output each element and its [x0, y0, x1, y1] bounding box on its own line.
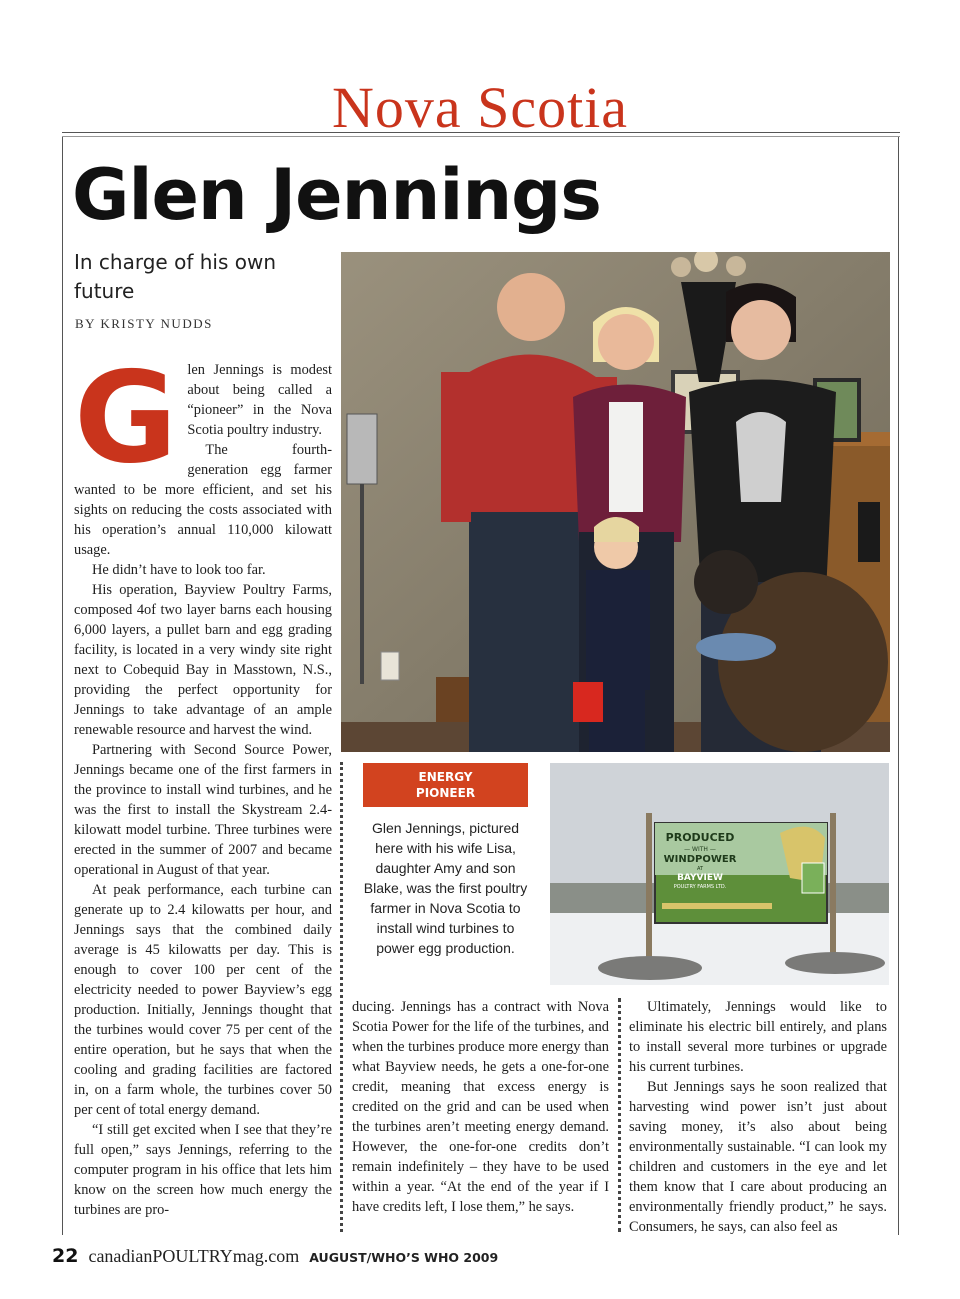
- body-paragraph: But Jennings says he soon realized that harvesting wind power isn’t just about saving money, it’s also about being environmentally sustainable. “I can look my children and customers in the eye and let them know that I care about producing an environmentally friendly product,” he says. Consumers, he says, can also feel as: [629, 1079, 887, 1235]
- body-paragraph: He didn’t have to look too far.: [92, 562, 266, 578]
- issue-label: AUGUST/WHO’S WHO 2009: [309, 1250, 499, 1265]
- drop-cap: G: [74, 344, 178, 491]
- body-paragraph: The fourth-generation egg farmer wanted to be more efficient, and set his sights on reducing the costs associated with his operation’s annual 110,000 kilowatt usage.: [74, 442, 332, 558]
- column-separator-2: [618, 998, 621, 1232]
- body-paragraph: His operation, Bayview Poultry Farms, composed 4of two layer barns each housing 6,000 layers, a pullet barn and egg grading facility, is located in a very windy site right next to Cobequid Bay in Masstown, N.S., providing the perfect opportunity for Jennings to take advantage of an ample renewable resource and harvest the wind.: [74, 582, 332, 738]
- article-column-1: [74, 344, 332, 1220]
- header-rule-secondary: [62, 136, 900, 137]
- article-column-3: [629, 997, 887, 1237]
- section-title: Nova Scotia: [331, 75, 629, 140]
- windpower-sign-illustration: [550, 763, 889, 985]
- photo-caption: Glen Jennings, pictured here with his wife Lisa, daughter Amy and son Blake, was the first poultry farmer in Nova Scotia to install wind turbines to power egg production.: [363, 820, 528, 956]
- caption-heading: ENERGY PIONEER: [363, 763, 528, 807]
- sign-line-6: POULTRY FARMS LTD.: [673, 884, 727, 890]
- family-photo-illustration: [341, 252, 890, 752]
- body-paragraph: ducing. Jennings has a contract with Nova Scotia Power for the life of the turbines, and when the turbines produce more energy than what Bayview needs, he gets a one-for-one credit, meaning that excess energy is credited on the grid and can be used when the turbines aren’t meeting energy demand. However, the one-for-one credits don’t remain indefinitely – they have to be used within a year. “At the end of the year if I have credits left, I lose them,” he says.: [352, 999, 609, 1215]
- sign-line-1: PRODUCED: [665, 831, 735, 844]
- sign-line-4: AT: [696, 866, 704, 872]
- article-column-2: [352, 997, 609, 1217]
- sign-line-2: — WITH —: [684, 846, 716, 853]
- article-headline: Glen Jennings: [72, 154, 601, 236]
- body-paragraph: Partnering with Second Source Power, Jennings became one of the first farmers in the province to install wind turbines, and he was the first to install the Skystream 2.4-kilowatt model turbine. Three turbines were erected in the summer of 2007 and became operational in August of that year.: [74, 742, 332, 878]
- page-number: 22: [52, 1245, 79, 1267]
- family-photo: [341, 252, 890, 752]
- body-paragraph: At peak performance, each turbine can generate up to 2.4 kilowatts per hour, and Jennings says that the combined daily average is 45 kilowatts per day. This is enough to cover 100 per cent of the electricity needed to power Bayview’s egg production. Initially, Jennings thought that the turbines would cover 75 per cent of the entire operation, but he says that when the cooling and grading facilities are factored in, on a farm whole, the turbines cover 50 per cent of total energy demand.: [74, 882, 332, 1118]
- lead-paragraph: len Jennings is modest about being called a “pioneer” in the Nova Scotia poultry industry.: [187, 362, 332, 438]
- article-byline: BY KRISTY NUDDS: [75, 316, 213, 331]
- frame-right-rule: [898, 137, 899, 1235]
- magazine-site: canadianPOULTRYmag.com: [88, 1246, 300, 1266]
- article-deck: In charge of his own future: [74, 250, 277, 303]
- page-footer: [52, 1245, 912, 1271]
- sign-line-3: WINDPOWER: [663, 854, 737, 865]
- sign-line-5: BAYVIEW: [677, 873, 723, 883]
- column-separator-1: [340, 762, 343, 1232]
- body-paragraph: “I still get excited when I see that they’re full open,” says Jennings, referring to the computer program in his office that lets him know on the screen how much energy the turbines are pro-: [74, 1122, 332, 1218]
- frame-left-rule: [62, 137, 63, 1235]
- header-rule: [62, 132, 900, 133]
- windpower-sign-photo: [550, 763, 889, 985]
- body-paragraph: Ultimately, Jennings would like to eliminate his electric bill entirely, and plans to install several more turbines or upgrade his current turbines.: [629, 999, 887, 1075]
